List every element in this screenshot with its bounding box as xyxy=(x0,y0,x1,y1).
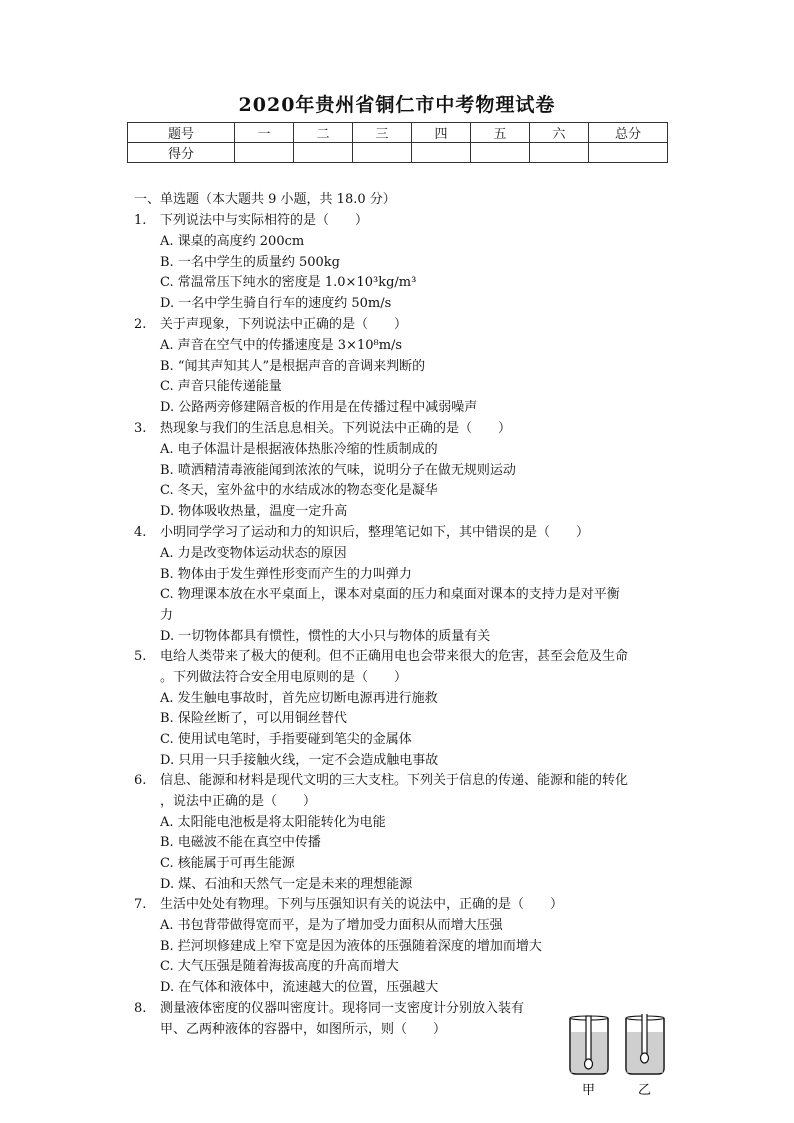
answer-option[interactable]: C. 冬天，室外盆中的水结成冰的物态变化是凝华 xyxy=(160,483,438,499)
question-stem: 生活中处处有物理。下列与压强知识有关的说法中，正确的是（ ） xyxy=(160,897,564,912)
question-number: 6. xyxy=(134,773,147,788)
question-stem: 电给人类带来了极大的便利。但不正确用电也会带来很大的危害，甚至会危及生命 xyxy=(160,649,629,664)
answer-option[interactable]: A. 发生触电事故时，首先应切断电源再进行施救 xyxy=(160,690,438,706)
label-yi: 乙 xyxy=(638,1083,652,1098)
section-heading: 一、单选题（本大题共 9 小题，共 18.0 分） xyxy=(134,192,396,207)
question-stem: 测量液体密度的仪器叫密度计。现将同一支密度计分别放入装有 xyxy=(160,1001,525,1016)
answer-option[interactable]: D. 物体吸收热量，温度一定升高 xyxy=(160,504,348,520)
answer-option[interactable]: B. 保险丝断了，可以用铜丝替代 xyxy=(160,711,347,727)
answer-option[interactable]: D. 在气体和液体中，流速越大的位置，压强越大 xyxy=(160,980,439,996)
score-header-cell: 总分 xyxy=(589,123,668,143)
answer-option[interactable]: B. 拦河坝修建成上窄下宽是因为液体的压强随着深度的增加而增大 xyxy=(160,938,542,954)
answer-option[interactable]: B. 喷洒精清毒液能闻到浓浓的气味，说明分子在做无规则运动 xyxy=(160,462,516,478)
answer-option[interactable]: D. 只用一只手接触火线，一定不会造成触电事故 xyxy=(160,753,439,768)
question-stem: ，说法中正确的是（ ） xyxy=(160,793,317,809)
score-cell[interactable] xyxy=(412,143,471,163)
score-header-cell: 六 xyxy=(530,123,589,143)
answer-option[interactable]: D. 公路两旁修建隔音板的作用是在传播过程中减弱噪声 xyxy=(160,400,478,416)
label-jia: 甲 xyxy=(582,1083,596,1098)
score-cell[interactable] xyxy=(471,143,530,163)
question-stem: 信息、能源和材料是现代文明的三大支柱。下列关于信息的传递、能源和能的转化 xyxy=(160,773,629,788)
question-stem: 小明同学学习了运动和力的知识后，整理笔记如下，其中错误的是（ ） xyxy=(160,525,590,540)
question-number: 4. xyxy=(134,525,147,540)
answer-option[interactable]: B. 电磁波不能在真空中传播 xyxy=(160,835,321,851)
density-meter-diagram xyxy=(560,1014,680,1104)
density-meter-figure xyxy=(560,1014,680,1104)
score-row-label: 得分 xyxy=(128,143,235,163)
answer-option[interactable]: D. 煤、石油和天然气一定是未来的理想能源 xyxy=(160,877,413,892)
answer-option[interactable]: A. 力是改变物体运动状态的原因 xyxy=(160,545,347,561)
score-cell[interactable] xyxy=(589,143,668,163)
score-table-score-row xyxy=(128,143,668,163)
option-continuation: 力 xyxy=(160,608,174,624)
answer-option[interactable]: C. 大气压强是随着海拔高度的升高而增大 xyxy=(160,959,399,975)
score-header-cell: 一 xyxy=(235,123,294,143)
question-number: 2. xyxy=(134,317,147,332)
answer-option[interactable]: A. 书包背带做得宽而平，是为了增加受力面积从而增大压强 xyxy=(160,917,503,933)
score-table-header-row xyxy=(128,123,668,143)
answer-option[interactable]: C. 物理课本放在水平桌面上，课本对桌面的压力和桌面对课本的支持力是对平衡 xyxy=(160,587,620,603)
question-number: 8. xyxy=(134,1001,147,1016)
container-jia xyxy=(570,1016,608,1074)
question-stem: 关于声现象，下列说法中正确的是（ ） xyxy=(160,317,408,332)
answer-option[interactable]: D. 一名中学生骑自行车的速度约 50m/s xyxy=(160,296,392,312)
answer-option[interactable]: C. 常温常压下纯水的密度是 1.0×10³kg/m³ xyxy=(160,275,417,291)
answer-option[interactable]: C. 使用试电笔时，手指要碰到笔尖的金属体 xyxy=(160,732,412,748)
score-table xyxy=(127,122,668,163)
question-number: 1. xyxy=(134,213,147,228)
score-header-cell: 题号 xyxy=(128,123,235,143)
score-cell[interactable] xyxy=(530,143,589,163)
answer-option[interactable]: C. 核能属于可再生能源 xyxy=(160,856,295,872)
question-stem: 。下列做法符合安全用电原则的是（ ） xyxy=(160,669,408,685)
answer-option[interactable]: A. 声音在空气中的传播速度是 3×10⁸m/s xyxy=(160,337,403,353)
score-cell[interactable] xyxy=(294,143,353,163)
answer-option[interactable]: B. “闻其声知其人”是根据声音的音调来判断的 xyxy=(160,358,426,374)
question-number: 3. xyxy=(134,421,147,436)
answer-option[interactable]: B. 物体由于发生弹性形变而产生的力叫弹力 xyxy=(160,566,412,582)
question-number: 5. xyxy=(134,649,147,664)
answer-option[interactable]: D. 一切物体都具有惯性，惯性的大小只与物体的质量有关 xyxy=(160,629,491,644)
answer-option[interactable]: A. 课桌的高度约 200cm xyxy=(160,233,305,249)
score-header-cell: 五 xyxy=(471,123,530,143)
question-stem: 热现象与我们的生活息息相关。下列说法中正确的是（ ） xyxy=(160,421,512,436)
container-yi xyxy=(626,1014,664,1074)
question-stem: 下列说法中与实际相符的是（ ） xyxy=(160,213,369,228)
score-header-cell: 四 xyxy=(412,123,471,143)
answer-option[interactable]: A. 电子体温计是根据液体热胀冷缩的性质制成的 xyxy=(160,441,438,457)
score-cell[interactable] xyxy=(235,143,294,163)
question-number: 7. xyxy=(134,897,147,912)
answer-option[interactable]: B. 一名中学生的质量约 500kg xyxy=(160,254,340,270)
question-stem: 甲、乙两种液体的容器中，如图所示，则（ ） xyxy=(160,1021,447,1037)
score-header-cell: 二 xyxy=(294,123,353,143)
page-title: 2020年贵州省铜仁市中考物理试卷 xyxy=(238,94,556,116)
answer-option[interactable]: C. 声音只能传递能量 xyxy=(160,379,282,395)
answer-option[interactable]: A. 太阳能电池板是将太阳能转化为电能 xyxy=(160,814,386,830)
score-cell[interactable] xyxy=(353,143,412,163)
score-header-cell: 三 xyxy=(353,123,412,143)
